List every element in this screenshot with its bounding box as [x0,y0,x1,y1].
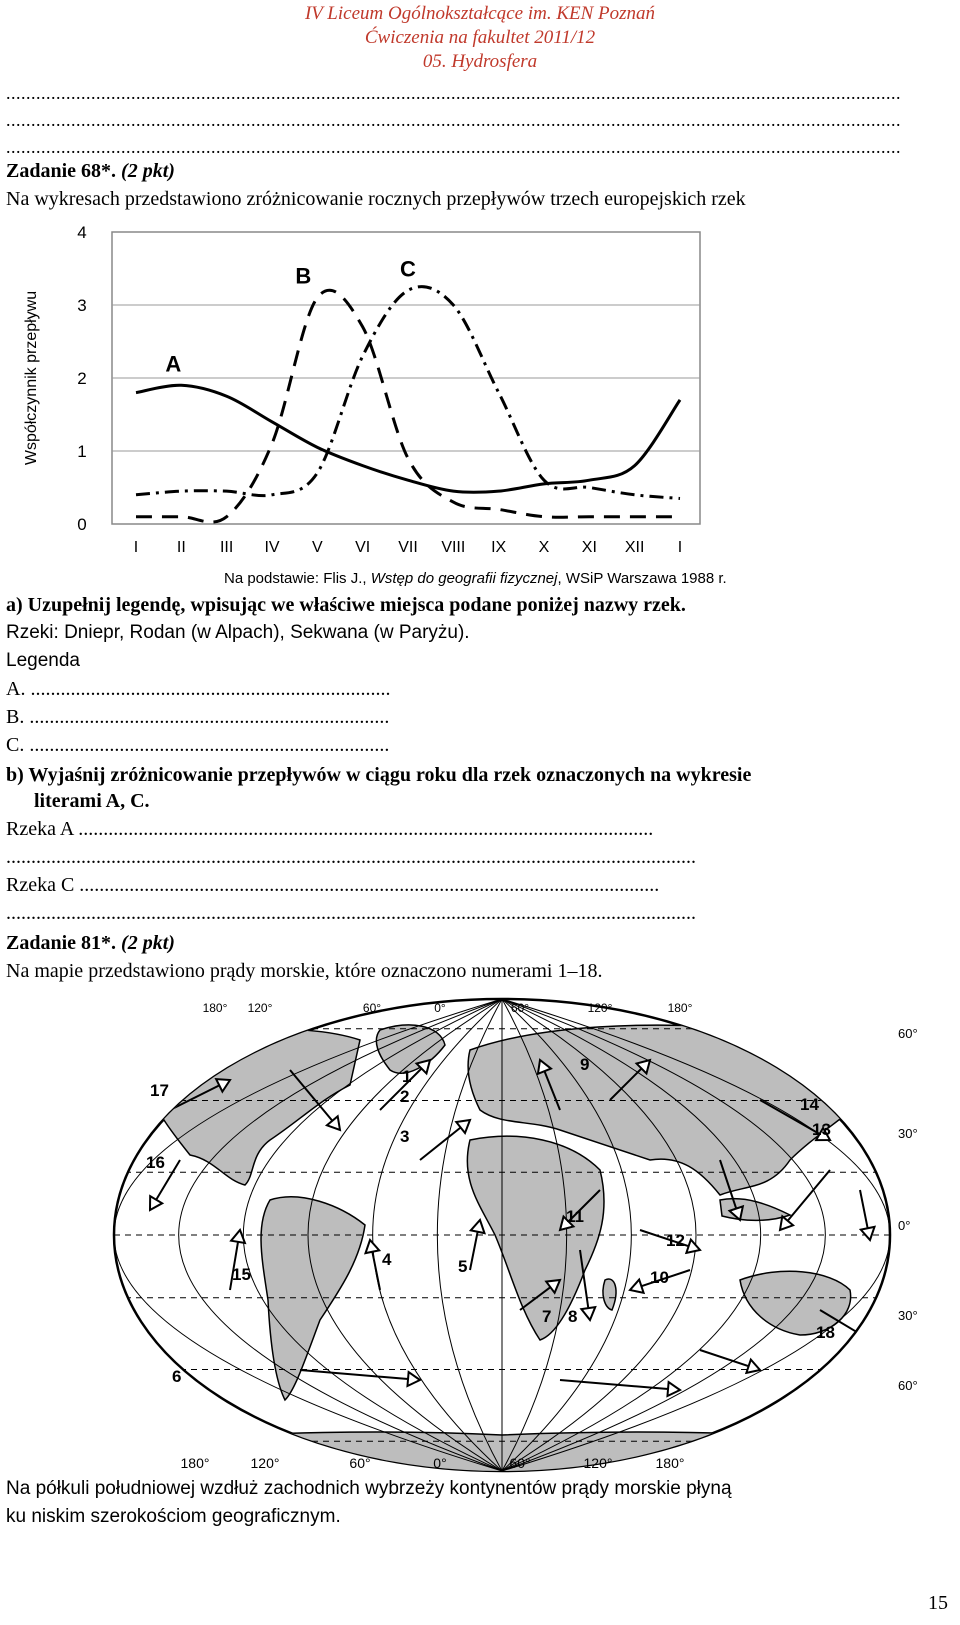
longitude-label-bottom: 0° [433,1455,447,1471]
x-tick-label: IX [491,539,507,556]
longitude-label-bottom: 180° [180,1455,210,1471]
longitude-label-bottom: 120° [583,1455,613,1471]
current-number-10: 10 [650,1268,669,1287]
y-tick-label: 0 [77,515,87,534]
current-number-18: 18 [816,1323,835,1342]
answer-river-c-cont[interactable]: .......................................................................................................................................... [6,902,696,924]
x-tick-label: VI [355,539,371,556]
river-flow-chart [0,216,960,591]
statement-line-1: Na półkuli południowej wzdłuż zachodnich wybrzeży kontynentów prądy morskie płyną [6,1478,732,1499]
task68-points: (2 pkt) [121,160,175,182]
longitude-label-top: 120° [587,1001,613,1015]
current-number-8: 8 [568,1307,578,1326]
longitude-label-bottom: 60° [509,1455,531,1471]
current-number-9: 9 [580,1055,590,1074]
longitude-label-bottom: 60° [349,1455,371,1471]
current-number-11: 11 [566,1207,584,1226]
longitude-label-top: 60° [362,1001,382,1015]
answer-river-a[interactable]: Rzeka A ................................................................................................................... [6,818,654,840]
latitude-label: 30° [898,1126,918,1141]
current-number-2: 2 [400,1087,410,1106]
y-tick-label: 3 [77,296,87,315]
task68-title: Zadanie 68*. [6,160,117,182]
answer-river-a-cont[interactable]: .......................................................................................................................................... [6,846,696,868]
longitude-label-top: 120° [247,1001,273,1015]
y-axis-label: Współczynnik przepływu [23,290,40,466]
current-number-7: 7 [542,1307,552,1326]
task68-intro: Na wykresach przedstawiono zróżnicowanie rocznych przepływów trzech europejskich rzek [6,188,746,210]
task81-points: (2 pkt) [121,932,175,954]
legend-heading: Legenda [6,650,80,671]
page-number: 15 [928,1592,948,1614]
answer-dots: ................................................................................................................................................................................... [6,137,901,157]
series-label-c: C [400,256,416,282]
legend-entry-b[interactable]: B. ........................................................................ [6,706,390,728]
task68-heading [6,158,175,184]
continent-antarctica [130,1432,880,1480]
x-tick-label: XI [581,539,597,556]
current-number-14: 14 [800,1095,819,1114]
x-tick-label: I [133,539,139,556]
task81-title: Zadanie 81*. [6,932,117,954]
latitude-label: 0° [898,1218,911,1233]
series-label-a: A [165,351,182,377]
header-topic: 05. Hydrosfera [422,51,538,72]
current-number-1: 1 [402,1067,412,1086]
current-number-6: 6 [172,1367,182,1386]
longitude-label-top: 180° [667,1001,693,1015]
series-line-b [136,290,680,522]
task81-heading [6,930,175,956]
header-school: IV Liceum Ogólnokształcące im. KEN Poznań [304,3,656,24]
task68-question-a: a) Uzupełnij legendę, wpisując we właściwe miejsca podane poniżej nazwy rzek. [6,594,686,616]
x-tick-label: XII [624,539,645,556]
current-number-12: 12 [666,1231,685,1250]
series-line-a [136,385,680,492]
answer-dots: ................................................................................................................................................................................... [6,110,901,130]
ocean-currents-map [0,990,960,1480]
y-tick-label: 1 [77,442,87,461]
header-course: Ćwiczenia na fakultet 2011/12 [364,27,596,48]
longitude-label-top: 60° [510,1001,530,1015]
current-number-3: 3 [400,1127,410,1146]
x-tick-label: IV [264,539,280,556]
statement-line-2: ku niskim szerokościom geograficznym. [6,1506,341,1527]
current-number-15: 15 [232,1265,251,1284]
latitude-label: 60° [898,1378,918,1393]
longitude-label-bottom: 120° [250,1455,280,1471]
legend-entry-c[interactable]: C. ........................................................................ [6,734,390,756]
legend-entry-a[interactable]: A. ........................................................................ [6,678,391,700]
longitude-label-top: 0° [434,1001,446,1015]
x-tick-label: III [219,539,234,556]
current-number-17: 17 [150,1081,169,1100]
x-tick-label: X [538,539,550,556]
current-number-13: 13 [812,1120,831,1139]
latitude-label: 30° [898,1308,918,1323]
task68-question-b: b) Wyjaśnij zróżnicowanie przepływów w ciągu roku dla rzek oznaczonych na wykresie [6,764,752,786]
river-list: Rzeki: Dniepr, Rodan (w Alpach), Sekwana (w Paryżu). [6,622,470,643]
y-tick-label: 2 [77,369,87,388]
longitude-label-top: 180° [202,1001,228,1015]
x-tick-label: VII [398,539,418,556]
latitude-label: 60° [898,1026,918,1041]
current-number-16: 16 [146,1153,165,1172]
current-number-4: 4 [382,1250,392,1269]
current-number-5: 5 [458,1257,468,1276]
task68-question-b-cont: literami A, C. [34,790,150,812]
chart-source: Na podstawie: Flis J., Wstęp do geografii fizycznej, WSiP Warszawa 1988 r. [224,570,727,587]
answer-river-c[interactable]: Rzeka C .................................................................................................................... [6,874,660,896]
task81-intro: Na mapie przedstawiono prądy morskie, które oznaczono numerami 1–18. [6,960,603,982]
x-tick-label: II [176,539,186,556]
y-tick-label: 4 [77,223,87,242]
series-label-b: B [295,263,312,289]
longitude-label-bottom: 180° [655,1455,685,1471]
x-tick-label: I [677,539,683,556]
x-tick-label: V [311,539,323,556]
answer-dots: ................................................................................................................................................................................... [6,83,901,103]
x-tick-label: VIII [441,539,466,556]
